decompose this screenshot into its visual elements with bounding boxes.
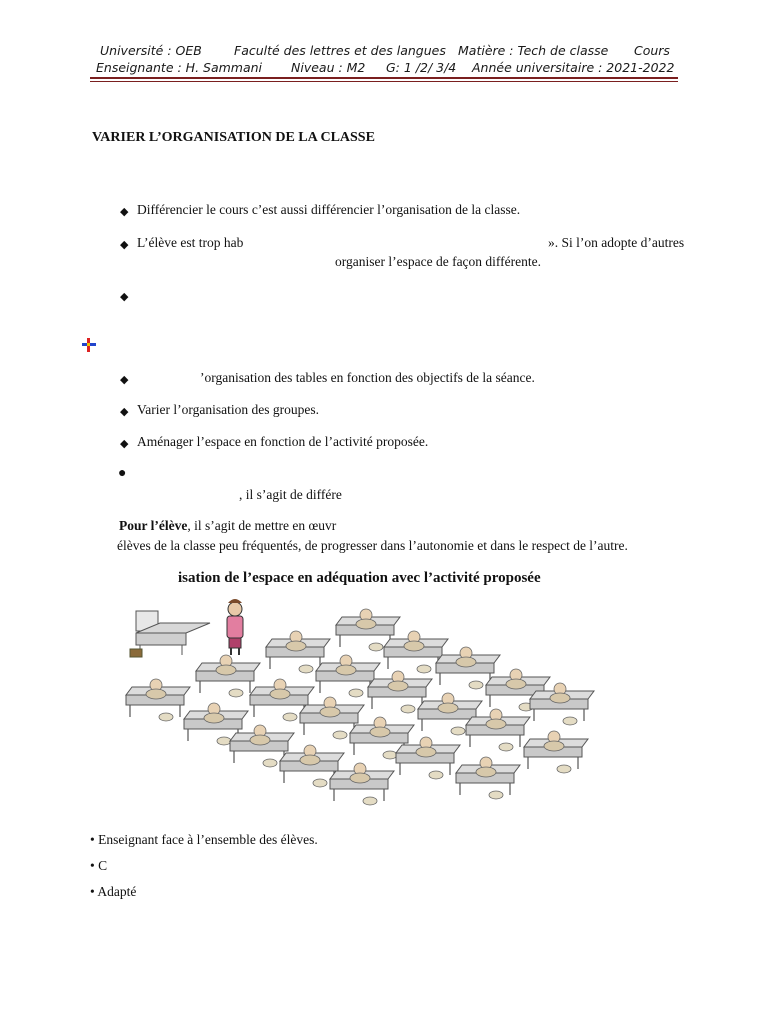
- header-rule-thin: [90, 81, 678, 82]
- diamond-bullet-icon: ◆: [120, 406, 129, 418]
- paragraph-line-1: [119, 518, 336, 534]
- point-item: • Adapté: [90, 884, 137, 899]
- teacher-figure: [227, 599, 243, 655]
- header-subject: Matière : Tech de classe: [458, 43, 609, 58]
- paragraph-lead: Pour l’élève: [119, 518, 188, 533]
- classroom-rows-illustration: [100, 595, 620, 810]
- bullet-text: Différencier le cours c’est aussi différencier l’organisation de la classe.: [137, 202, 521, 217]
- list-marker-icon: [82, 338, 96, 352]
- round-bullet-icon: ●: [118, 466, 127, 481]
- bullet-text-continuation: organiser l’espace de façon différente.: [335, 254, 542, 269]
- page-title: VARIER L’ORGANISATION DE LA CLASSE: [92, 130, 375, 145]
- bullet-text: Varier l’organisation des groupes.: [137, 402, 319, 417]
- diamond-bullet-icon: ◆: [120, 239, 129, 251]
- header-rule: [90, 77, 678, 79]
- teacher-desk: [130, 611, 210, 657]
- point-item: • C: [90, 858, 108, 873]
- bullet-text-continuation: , il s’agit de différe: [239, 487, 342, 502]
- point-item: • Enseignant face à l’ensemble des élèves.: [90, 832, 318, 847]
- header-university: Université : OEB: [100, 43, 202, 58]
- header-teacher: Enseignante : H. Sammani: [96, 60, 263, 75]
- header-faculty: Faculté des lettres et des langues: [234, 43, 446, 58]
- section-subtitle: isation de l’espace en adéquation avec l’activité proposée: [178, 570, 541, 586]
- paragraph-lead-rest: , il s’agit de mettre en œuvr: [187, 518, 337, 533]
- diamond-bullet-icon: ◆: [120, 438, 129, 450]
- bullet-text: Aménager l’espace en fonction de l’activité proposée.: [137, 434, 429, 449]
- diamond-bullet-icon: ◆: [120, 206, 129, 218]
- header-groups: G: 1 /2/ 3/4: [386, 60, 457, 75]
- paragraph-line-2: élèves de la classe peu fréquentés, de progresser dans l’autonomie et dans le respect de l’autre.: [117, 538, 628, 553]
- bullet-text: L’élève est trop hab: [137, 235, 244, 250]
- diamond-bullet-icon: ◆: [120, 374, 129, 386]
- header-level: Niveau : M2: [291, 60, 366, 75]
- diamond-bullet-icon: ◆: [120, 291, 129, 303]
- bullet-text-fragment: ». Si l’on adopte d’autres: [548, 235, 685, 250]
- header-year: Année universitaire : 2021-2022: [472, 60, 675, 75]
- bullet-text: ’organisation des tables en fonction des objectifs de la séance.: [200, 370, 535, 385]
- header-type: Cours: [634, 43, 670, 58]
